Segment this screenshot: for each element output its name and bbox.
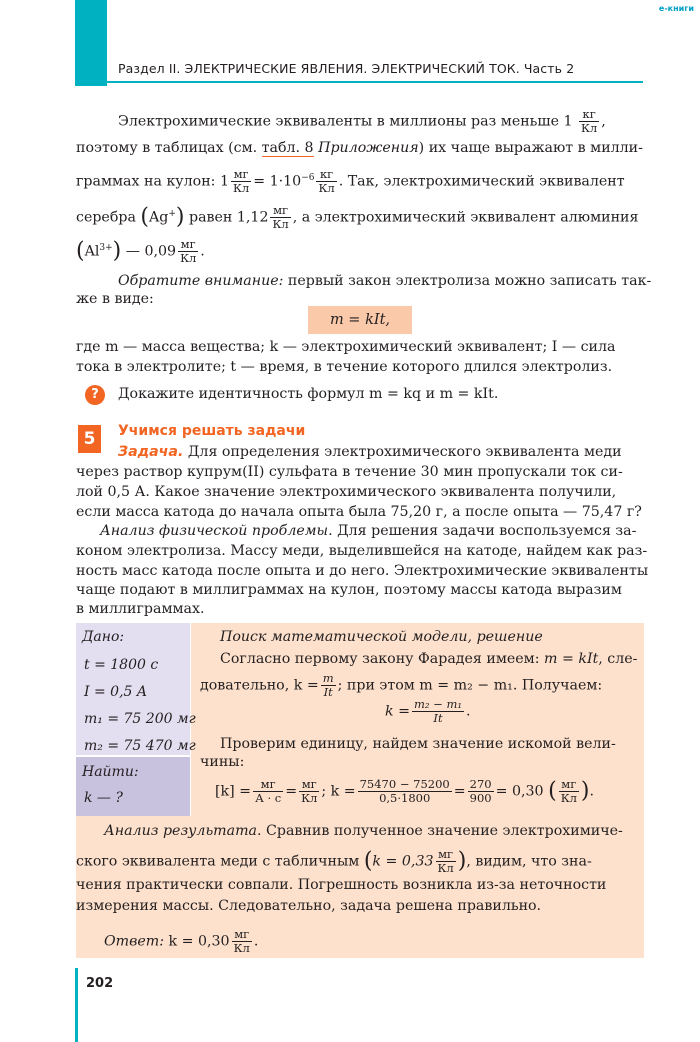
header-accent-bar [75,0,107,86]
task-line: через раствор купрум(II) сульфата в течение 30 мин пропускали ток си- [76,464,623,480]
analysis-line: ность масс катода после опыта и до него. Электрохимические эквиваленты [76,563,649,579]
solution-line: Согласно первому закону Фарадея имеем: m = kIt, сле- [220,651,638,667]
solution-line: чины: [200,754,245,770]
given-time: t = 1800 с [84,657,159,673]
find-title: Найти: [82,764,139,780]
result-line: чения практически совпали. Погрешность возникла из-за неточности [76,877,607,893]
para-line: где m — масса вещества; k — электрохимический эквивалент; I — сила [76,339,616,355]
header-rule [107,81,643,83]
solution-formula: k = $\frac{\text{m₂ − m₁}}{It}$ . [385,697,471,725]
electrolysis-formula: m = kIt, [308,306,412,334]
find-k: k — ? [84,790,123,806]
running-header: Раздел II. ЭЛЕКТРИЧЕСКИЕ ЯВЛЕНИЯ. ЭЛЕКТРИЧЕСКИЙ ТОК. Часть 2 [118,61,575,76]
para-line: Электрохимические эквиваленты в миллионы раз меньше 1 $\frac{кг}{Кл}$ , [118,107,606,135]
analysis-line: в миллиграммах. [76,601,205,617]
fraction-kg-kl: $\frac{кг}{Кл}$ [581,107,598,135]
para-line: же в виде: [76,291,154,307]
given-title: Дано: [82,629,125,645]
analysis-line: чаще подают в миллиграммах на кулон, поэтому массы катода выразим [76,582,622,598]
footer-accent-bar [75,968,78,1042]
answer: Ответ: k = 0,30 $\frac{мг}{Кл}$ . [104,927,259,955]
publisher-logo: e-книги [658,4,694,13]
para-line: Обратите внимание: первый закон электролиза можно записать так- [118,273,652,289]
para-line: серебра (Ag+) равен 1,12 $\frac{мг}{Кл}$ , а электрохимический эквивалент алюминия [76,203,639,231]
solution-title: Поиск математической модели, решение [220,629,543,645]
table-link[interactable]: табл. 8 [261,140,314,156]
question-icon: ? [85,385,105,405]
given-current: I = 0,5 A [84,684,147,700]
para-line: граммах на кулон: 1 $\frac{мг}{Кл}$ = $1\cdot 10^{-6}$ $\frac{кг}{Кл}$ . Так, электрохимический эквивалент [76,167,625,195]
given-mass1: m₁ = 75 200 мг [84,711,196,727]
section-number: 5 [78,425,101,453]
analysis-line: коном электролиза. Массу меди, выделившейся на катоде, найдем как раз- [76,543,648,559]
page-number: 202 [86,976,114,991]
task-line: Задача. Для определения электрохимического эквивалента меди [118,444,622,460]
para-line: тока в электролите; t — время, в течение которого длился электролиз. [76,359,613,375]
result-line: ского эквивалента меди с табличным (k = 0,33 $\frac{мг}{Кл}$ ), видим, что зна- [76,847,592,875]
result-line: Анализ результата. Сравнив полученное значение электрохимиче- [104,823,623,839]
given-mass2: m₂ = 75 470 мг [84,738,196,754]
section-title: Учимся решать задачи [118,423,306,439]
task-line: если масса катода до начала опыта была 75,20 г, а после опыта — 75,47 г? [76,504,642,520]
task-line: лой 0,5 А. Какое значение электрохимического эквивалента получили, [76,484,617,500]
solution-line: Проверим единицу, найдем значение искомой вели- [220,736,616,752]
solution-line: довательно, k = $\frac{m}{It}$ ; при этом m = m₂ − m₁. Получаем: [200,671,603,699]
unit-calculation: [k] = $\frac{мг}{А \cdot с}$ = $\frac{мг}{Кл}$ ; k = $\frac{75470 - 75200}{0,5\cdot 1800}$ = $\frac{270}{900}$ = 0,30 ( $\frac{мг}{Кл}$ ). [215,777,595,805]
question-text: Докажите идентичность формул m = kq и m = kIt. [118,386,499,402]
para-line: $(Al^{3+})$ — 0,09 $\frac{мг}{Кл}$ . [76,237,205,265]
analysis-line: Анализ физической проблемы. Для решения задачи воспользуемся за- [100,523,637,539]
result-line: измерения массы. Следовательно, задача решена правильно. [76,898,542,914]
para-line: поэтому в таблицах (см. табл. 8 Приложения) их чаще выражают в милли- [76,140,643,156]
